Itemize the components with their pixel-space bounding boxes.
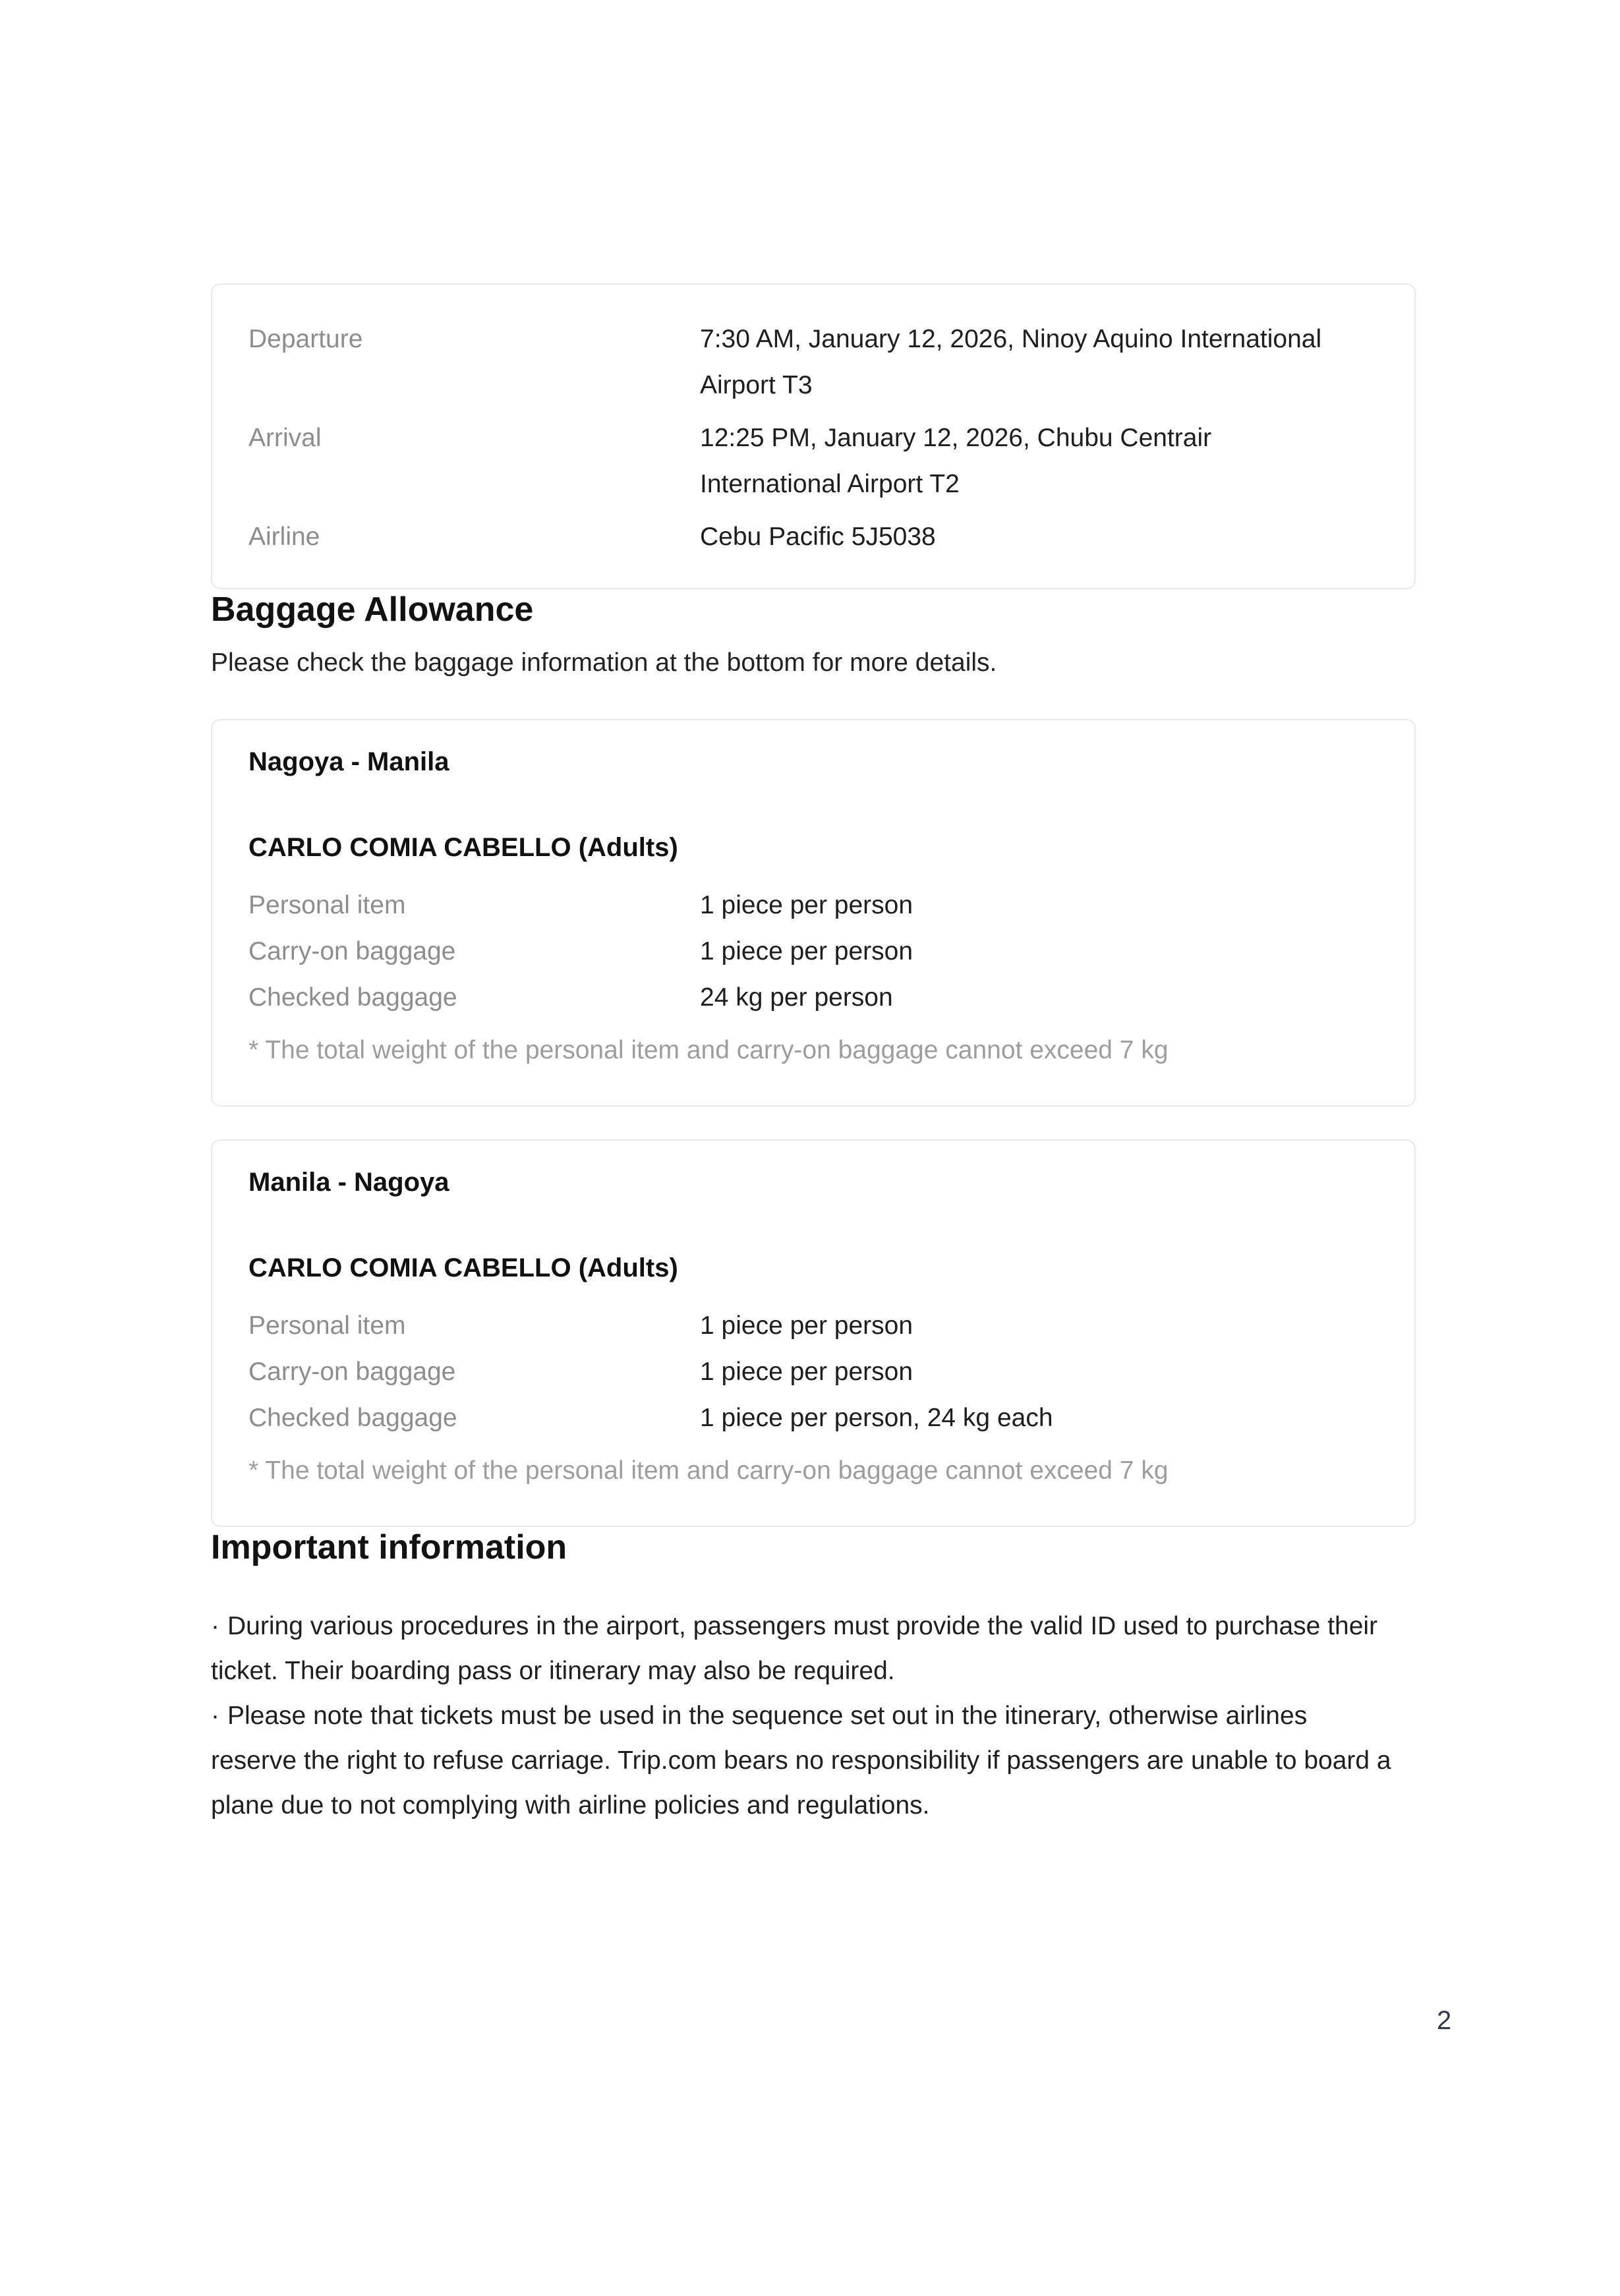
bullet-dot: · — [211, 1612, 219, 1640]
baggage-allowance-title: Baggage Allowance — [211, 590, 534, 629]
baggage-row-checked — [248, 1395, 1378, 1441]
personal-item-label: Personal item — [248, 1311, 406, 1340]
arrival-value: 12:25 PM, January 12, 2026, Chubu Centrair International Airport T2 — [700, 424, 1212, 498]
bullet-text: Please note that tickets must be used in the sequence set out in the itinerary, otherwise airlines reserve the right to refuse carriage. Trip.com bears no responsibility if passengers are unable to board a plane due to not complying with airline policies and regulations. — [211, 1702, 1391, 1820]
baggage-footnote: * The total weight of the personal item and carry-on baggage cannot exceed 7 kg — [248, 1036, 1169, 1064]
carry-on-value: 1 piece per person — [700, 937, 913, 965]
departure-value: 7:30 AM, January 12, 2026, Ninoy Aquino International Airport T3 — [700, 325, 1322, 399]
personal-item-label: Personal item — [248, 891, 406, 919]
important-information-title: Important information — [211, 1528, 567, 1566]
checked-baggage-label: Checked baggage — [248, 1404, 457, 1432]
carry-on-label: Carry-on baggage — [248, 1358, 456, 1386]
baggage-row-personal-item — [248, 1303, 1378, 1349]
baggage-card-manila-nagoya — [211, 1139, 1416, 1527]
passenger-name: CARLO COMIA CABELLO (Adults) — [248, 1253, 678, 1282]
airline-label: Airline — [248, 523, 320, 551]
baggage-card-nagoya-manila — [211, 719, 1416, 1106]
baggage-row-checked — [248, 975, 1378, 1021]
carry-on-label: Carry-on baggage — [248, 937, 456, 965]
bullet-dot: · — [211, 1702, 219, 1730]
flight-info-row-departure — [248, 316, 1378, 409]
baggage-footnote: * The total weight of the personal item and carry-on baggage cannot exceed 7 kg — [248, 1456, 1169, 1485]
checked-baggage-value: 1 piece per person, 24 kg each — [700, 1404, 1053, 1432]
flight-info-row-airline — [248, 514, 1378, 560]
personal-item-value: 1 piece per person — [700, 1311, 913, 1340]
passenger-name: CARLO COMIA CABELLO (Adults) — [248, 833, 678, 862]
baggage-row-personal-item — [248, 882, 1378, 929]
baggage-row-carry-on — [248, 929, 1378, 975]
route-title: Nagoya - Manila — [248, 747, 449, 776]
page-number: 2 — [1437, 2006, 1452, 2035]
important-info-bullet-2 — [211, 1694, 1397, 1828]
airline-value: Cebu Pacific 5J5038 — [700, 523, 936, 551]
route-title: Manila - Nagoya — [248, 1168, 449, 1197]
important-info-bullet-1 — [211, 1604, 1397, 1694]
document-content — [211, 0, 1416, 1828]
baggage-row-carry-on — [248, 1349, 1378, 1395]
checked-baggage-value: 24 kg per person — [700, 983, 893, 1012]
important-information-list — [211, 1604, 1397, 1828]
personal-item-value: 1 piece per person — [700, 891, 913, 919]
arrival-label: Arrival — [248, 424, 322, 452]
flight-info-card — [211, 283, 1416, 589]
baggage-allowance-subtitle: Please check the baggage information at the bottom for more details. — [211, 648, 997, 677]
carry-on-value: 1 piece per person — [700, 1358, 913, 1386]
checked-baggage-label: Checked baggage — [248, 983, 457, 1012]
flight-info-row-arrival — [248, 415, 1378, 507]
bullet-text: During various procedures in the airport, passengers must provide the valid ID used to purchase their ticket. Their boarding pass or itinerary may also be required. — [211, 1612, 1378, 1685]
departure-label: Departure — [248, 325, 363, 353]
